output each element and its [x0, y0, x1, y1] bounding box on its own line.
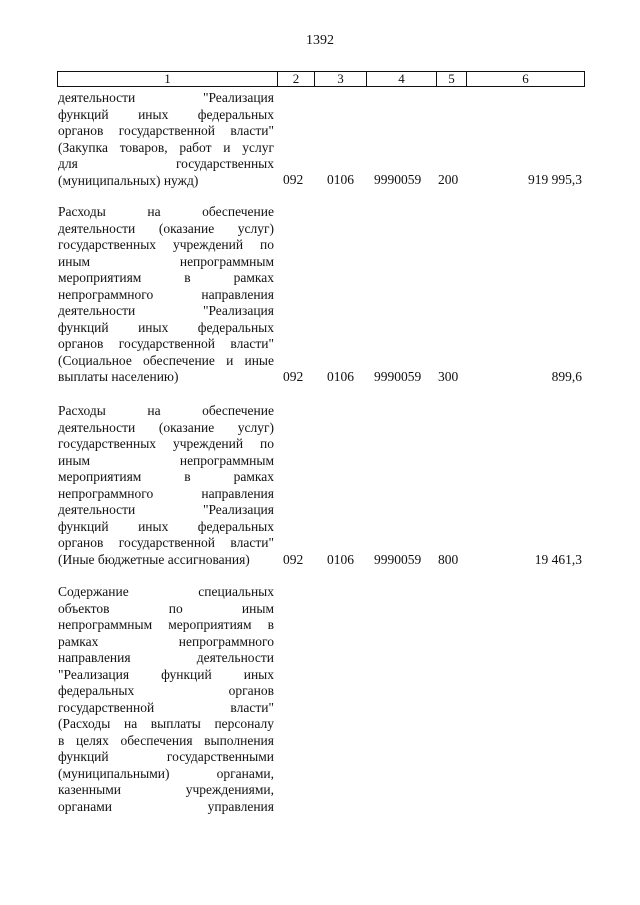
description-line: органов государственной власти" [58, 123, 274, 138]
table-header-row [57, 71, 585, 87]
target-code: 9990059 [374, 172, 422, 187]
admin-code: 092 [283, 552, 304, 567]
table-row-description [58, 403, 274, 568]
section-code: 0106 [327, 552, 354, 567]
header-cell-1: 1 [57, 71, 278, 87]
description-line: иным непрограммным [58, 253, 274, 269]
description-line: государственных учреждений по [58, 237, 274, 252]
target-code: 9990059 [374, 552, 422, 567]
description-line: государственной власти" [58, 699, 274, 715]
expense-type-code: 200 [438, 172, 459, 187]
description-line: непрограммного направления [58, 286, 274, 302]
header-cell-3: 3 [314, 71, 367, 87]
target-code: 9990059 [374, 369, 422, 384]
table-row-description [58, 584, 274, 815]
header-cell-4: 4 [366, 71, 437, 87]
description-line: (Закупка товаров, работ и услуг [58, 139, 274, 155]
description-line: "Реализация функций иных [58, 666, 274, 682]
description-line: для государственных [58, 156, 274, 171]
description-line: деятельности "Реализация [58, 502, 274, 517]
description-line: (муниципальными) органами, [58, 765, 274, 781]
description-line: деятельности (оказание услуг) [58, 220, 274, 236]
admin-code: 092 [283, 172, 304, 187]
description-line: государственных учреждений по [58, 436, 274, 451]
amount: 899,6 [551, 369, 582, 384]
description-line: функций государственными [58, 749, 274, 764]
header-cell-6: 6 [466, 71, 585, 87]
description-line: рамках непрограммного [58, 633, 274, 649]
amount: 919 995,3 [528, 172, 582, 187]
amount: 19 461,3 [534, 552, 582, 567]
page-number: 1392 [306, 33, 334, 48]
description-line: (Социальное обеспечение и иные [58, 352, 274, 368]
section-code: 0106 [327, 172, 354, 187]
description-line: Расходы на обеспечение [58, 204, 274, 219]
description-line: непрограммного направления [58, 485, 274, 501]
description-line: казенными учреждениями, [58, 782, 274, 797]
description-line: деятельности "Реализация [58, 90, 274, 105]
description-line: иным непрограммным [58, 452, 274, 468]
description-line: объектов по иным [58, 600, 274, 616]
description-line: деятельности "Реализация [58, 303, 274, 318]
description-line: (Иные бюджетные ассигнования) [58, 551, 250, 567]
description-line: функций иных федеральных [58, 106, 274, 122]
description-line: (Расходы на выплаты персоналу [58, 716, 274, 731]
description-line: функций иных федеральных [58, 518, 274, 534]
description-line: выплаты населению) [58, 369, 179, 384]
table-row-description [58, 90, 274, 189]
admin-code: 092 [283, 369, 304, 384]
header-cell-2: 2 [277, 71, 315, 87]
expense-type-code: 300 [438, 369, 459, 384]
description-line: (муниципальных) нужд) [58, 172, 199, 188]
description-line: деятельности (оказание услуг) [58, 419, 274, 435]
description-line: Содержание специальных [58, 584, 274, 599]
expense-type-code: 800 [438, 552, 459, 567]
description-line: направления деятельности [58, 650, 274, 665]
description-line: мероприятиям в рамках [58, 270, 274, 285]
description-line: мероприятиям в рамках [58, 469, 274, 484]
description-line: в целях обеспечения выполнения [58, 732, 274, 748]
description-line: федеральных органов [58, 683, 274, 698]
description-line: Расходы на обеспечение [58, 403, 274, 418]
table-row-description [58, 204, 274, 386]
description-line: органов государственной власти" [58, 336, 274, 351]
description-line: органов государственной власти" [58, 535, 274, 550]
section-code: 0106 [327, 369, 354, 384]
description-line: функций иных федеральных [58, 319, 274, 335]
header-cell-5: 5 [436, 71, 467, 87]
description-line: органами управления [58, 798, 274, 814]
description-line: непрограммным мероприятиям в [58, 617, 274, 632]
